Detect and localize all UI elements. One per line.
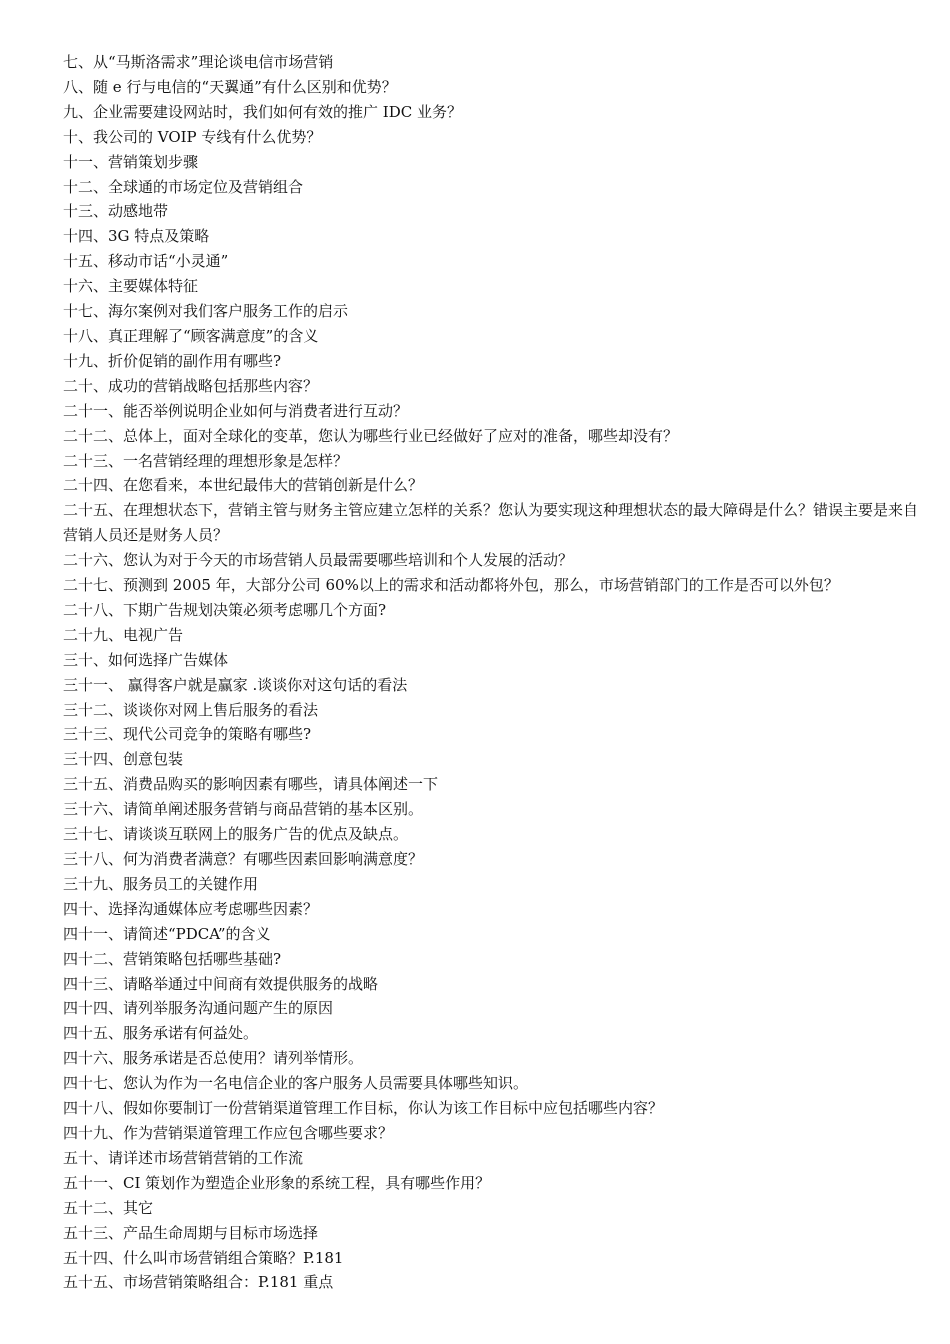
list-item: 三十六、请简单阐述服务营销与商品营销的基本区别。	[63, 800, 424, 819]
list-item: 三十八、何为消费者满意？有哪些因素回影响满意度？	[63, 850, 424, 868]
list-item: 二十、成功的营销战略包括那些内容？	[63, 376, 319, 395]
list-item: 三十一、 赢得客户就是赢家 .谈谈你对这句话的看法	[63, 675, 408, 694]
list-item: 十二、全球通的市场定位及营销组合	[63, 177, 304, 196]
list-item: 五十四、什么叫市场营销组合策略？P.181	[63, 1248, 344, 1267]
list-item: 二十二、总体上，面对全球化的变革，您认为哪些行业已经做好了应对的准备，哪些却没有？	[63, 426, 679, 445]
list-item: 三十九、服务员工的关键作用	[63, 874, 259, 893]
list-item: 十一、营销策划步骤	[63, 152, 199, 171]
list-item: 二十四、在您看来，本世纪最伟大的营销创新是什么？	[63, 476, 424, 495]
list-item: 四十九、作为营销渠道管理工作应包含哪些要求？	[63, 1123, 394, 1142]
list-item: 四十七、您认为作为一名电信企业的客户服务人员需要具体哪些知识。	[63, 1074, 529, 1093]
list-item: 十、我公司的 VOIP 专线有什么优势？	[63, 127, 322, 146]
list-item: 十七、海尔案例对我们客户服务工作的启示	[63, 302, 349, 321]
list-item: 四十八、假如你要制订一份营销渠道管理工作目标，你认为该工作目标中应包括哪些内容？	[63, 1099, 664, 1118]
list-item: 二十五、在理想状态下，营销主管与财务主管应建立怎样的关系？您认为要实现这种理想状态的最大障碍是什么？错误主要是来自营销人员还是财务人员？	[63, 501, 919, 545]
list-item: 十五、移动市话“小灵通”	[63, 252, 229, 271]
list-item: 三十五、消费品购买的影响因素有哪些，请具体阐述一下	[63, 775, 439, 794]
list-item: 九、企业需要建设网站时，我们如何有效的推广 IDC 业务？	[63, 102, 462, 121]
list-item: 四十三、请略举通过中间商有效提供服务的战略	[63, 974, 379, 993]
list-item: 三十二、谈谈你对网上售后服务的看法	[63, 700, 319, 719]
document-page	[63, 50, 923, 1295]
list-item: 四十二、营销策略包括哪些基础?	[63, 949, 282, 968]
list-item: 五十三、产品生命周期与目标市场选择	[63, 1223, 319, 1242]
list-item: 四十六、服务承诺是否总使用？请列举情形。	[63, 1049, 364, 1068]
list-item: 三十、如何选择广告媒体	[63, 650, 229, 669]
list-item: 二十九、电视广告	[63, 625, 184, 644]
list-item: 四十四、请列举服务沟通问题产生的原因	[63, 999, 334, 1018]
list-item: 十四、3G 特点及策略	[63, 227, 210, 246]
list-item: 二十一、能否举例说明企业如何与消费者进行互动？	[63, 401, 409, 420]
list-item: 七、从“马斯洛需求”理论谈电信市场营销	[63, 53, 334, 71]
list-item: 五十五、市场营销策略组合：P.181 重点	[63, 1273, 334, 1292]
list-item: 八、随 e 行与电信的“天翼通”有什么区别和优势？	[63, 77, 397, 96]
list-item: 三十七、请谈谈互联网上的服务广告的优点及缺点。	[63, 825, 409, 844]
list-item: 二十七、预测到 2005 年，大部分公司 60%以上的需求和活动都将外包，那么，市场营销部门的工作是否可以外包？	[63, 576, 839, 595]
list-item: 四十五、服务承诺有何益处。	[63, 1024, 259, 1043]
list-item: 十三、动感地带	[63, 202, 169, 221]
list-item: 十九、折价促销的副作用有哪些?	[63, 351, 282, 370]
list-item: 五十一、CI 策划作为塑造企业形象的系统工程，具有哪些作用？	[63, 1173, 491, 1192]
list-item: 十八、真正理解了“顾客满意度”的含义	[63, 326, 319, 345]
list-item: 五十、请详述市场营销营销的工作流	[63, 1148, 304, 1167]
list-item: 二十八、下期广告规划决策必须考虑哪几个方面?	[63, 600, 387, 619]
list-item: 三十三、现代公司竞争的策略有哪些?	[63, 725, 312, 744]
list-item: 四十一、请简述“PDCA”的含义	[63, 924, 271, 943]
list-item: 二十三、一名营销经理的理想形象是怎样？	[63, 451, 349, 470]
list-item: 五十二、其它	[63, 1198, 154, 1217]
list-item: 三十四、创意包装	[63, 750, 184, 769]
list-item: 十六、主要媒体特征	[63, 277, 199, 296]
list-item: 四十、选择沟通媒体应考虑哪些因素？	[63, 899, 319, 918]
list-item: 二十六、您认为对于今天的市场营销人员最需要哪些培训和个人发展的活动？	[63, 551, 574, 570]
